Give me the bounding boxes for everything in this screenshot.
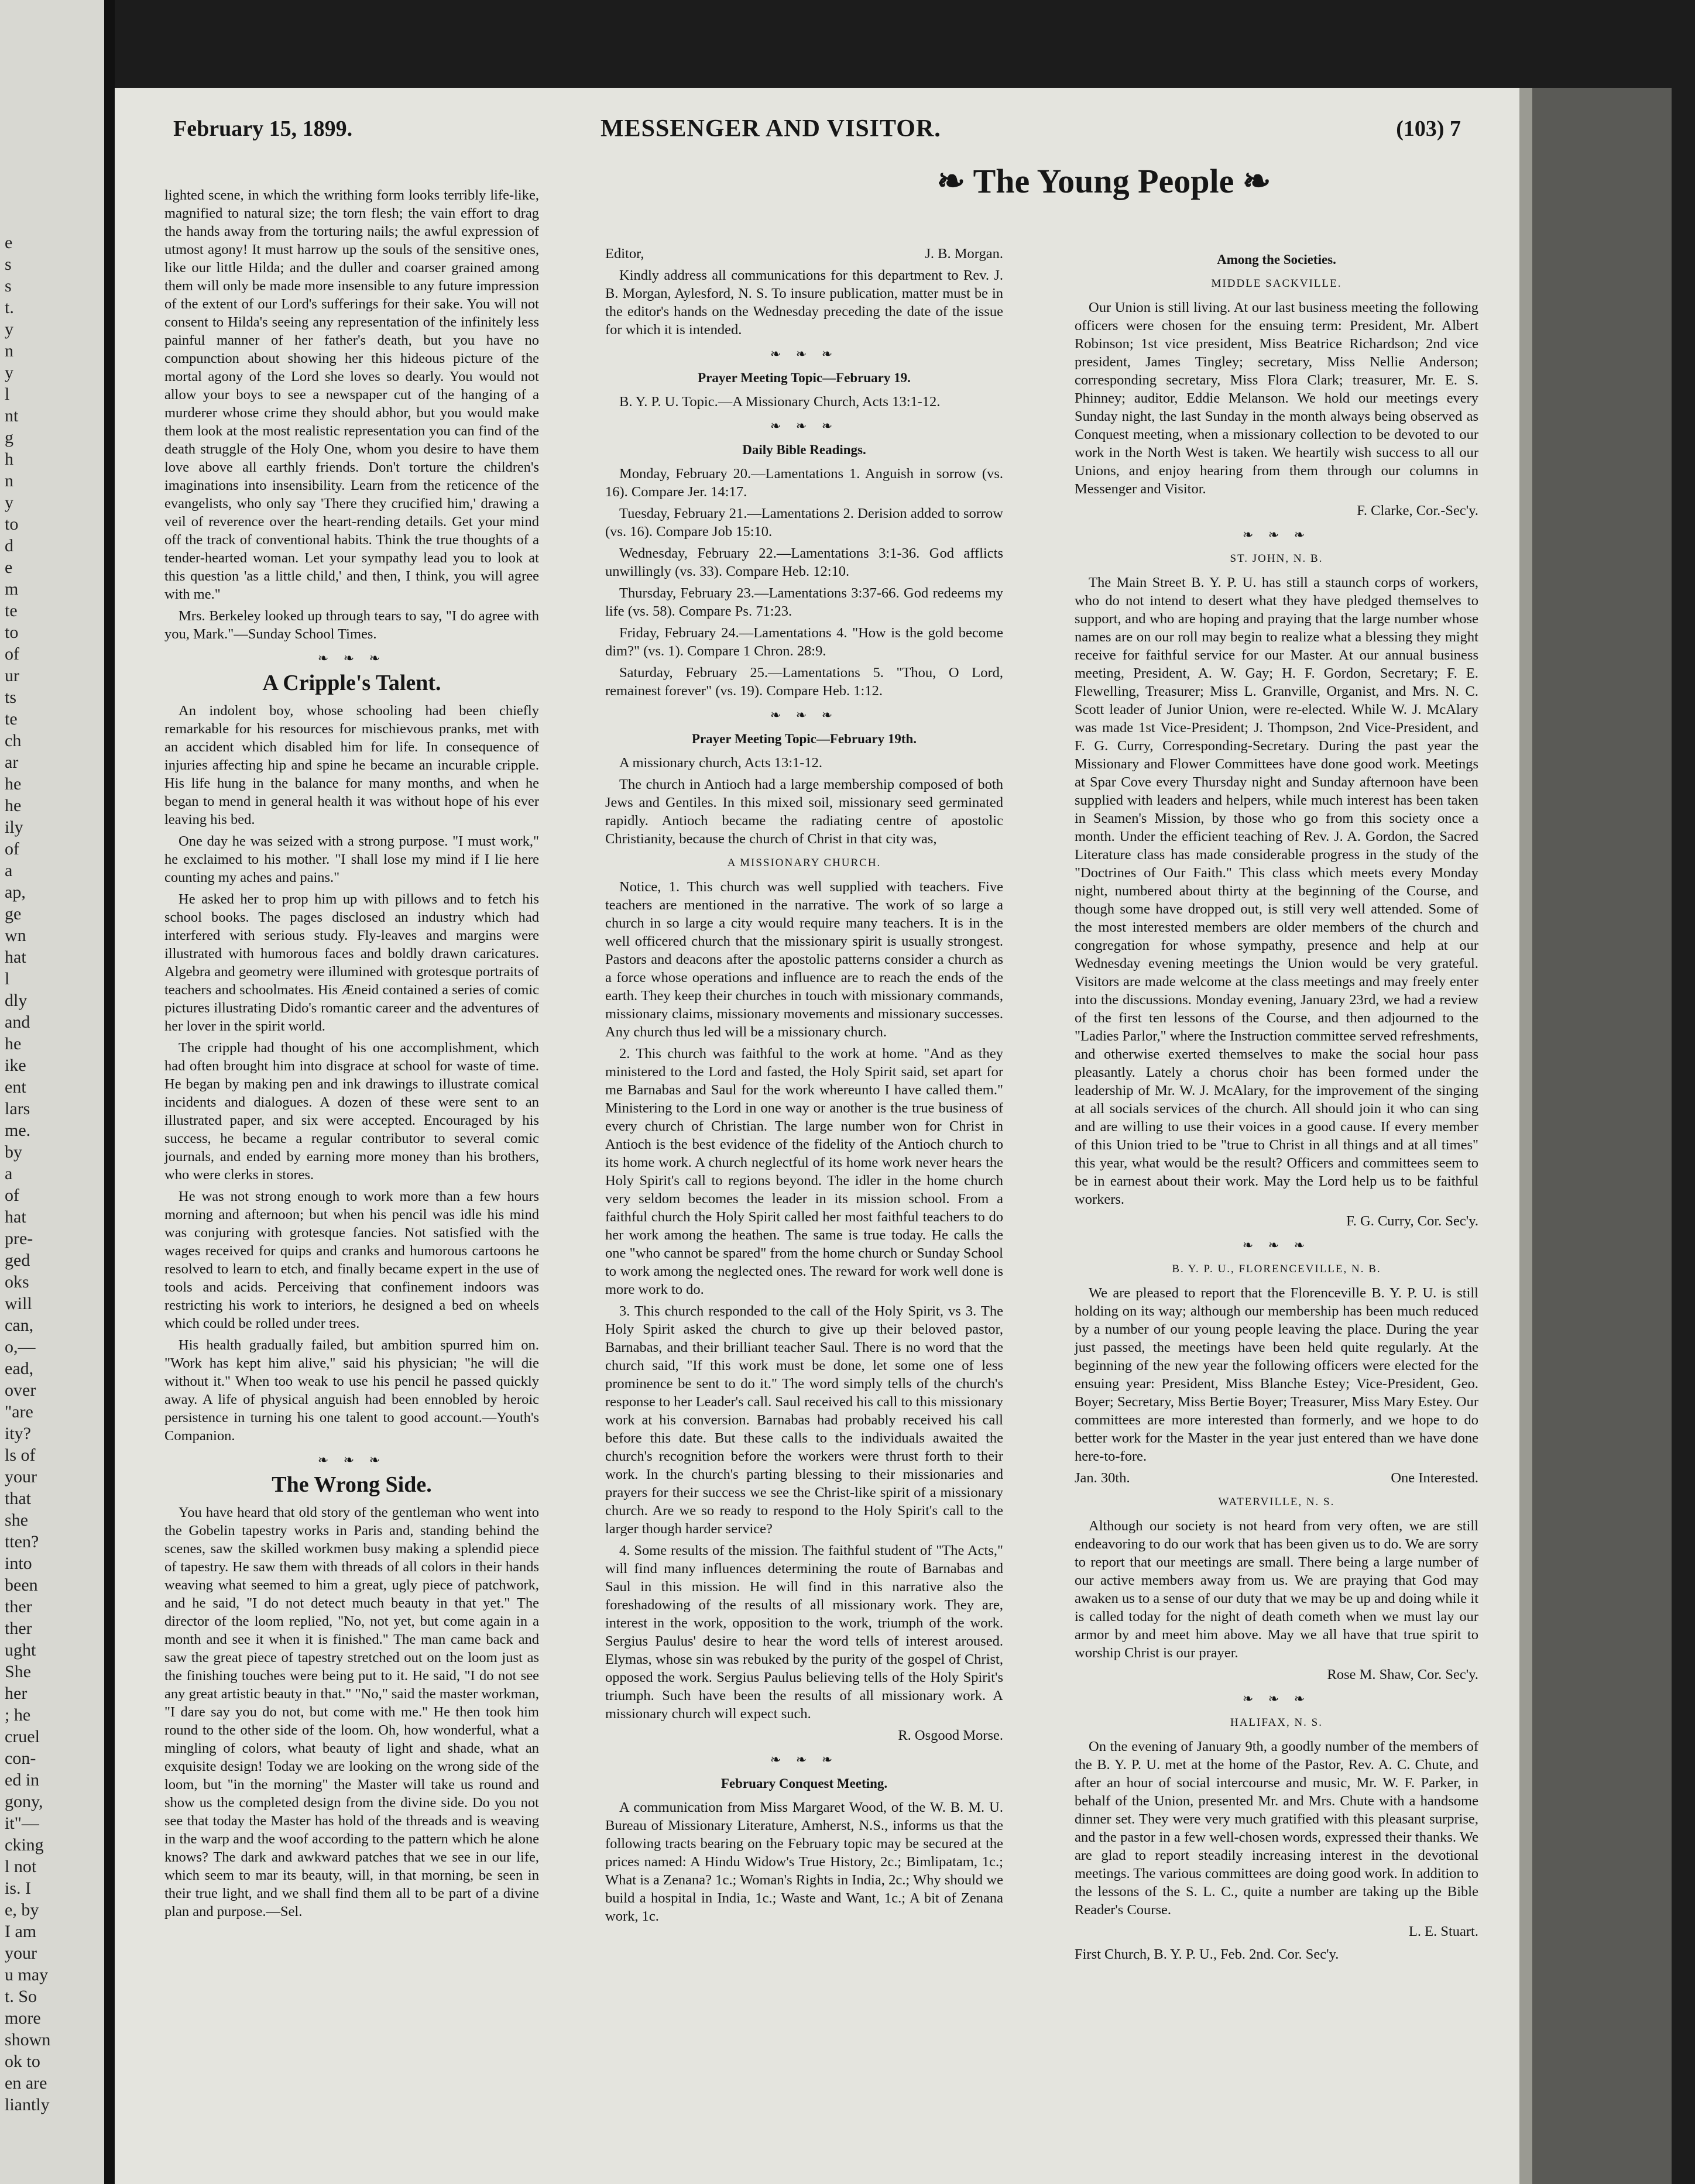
prev-page-text-fragment: tten? bbox=[5, 1532, 39, 1551]
paragraph: We are pleased to report that the Florenceville B. Y. P. U. is still holding on its way; although our membership has been much reduced by a number of our young people leaving the place. During the year just passed, the meetings have been held quite regularly. At the beginning of the new year the following officers were elected for the ensuing year: President, Miss Blanche Estey; Vice-President, Geo. Boyer; Secretary, Miss Bertie Boyer; Treasurer, Miss Mary Estey. Our committees are more interested than formerly, and we hope to do better work for the Master in the year just entered than we have done here-to-fore. bbox=[1075, 1285, 1478, 1464]
prev-page-text-fragment: s bbox=[5, 276, 12, 296]
signature: Rose M. Shaw, Cor. Sec'y. bbox=[1327, 1667, 1478, 1682]
paragraph: A missionary church, Acts 13:1-12. bbox=[619, 755, 823, 771]
book-gutter bbox=[104, 0, 115, 2184]
prev-page-text-fragment: e bbox=[5, 233, 13, 252]
section-title bbox=[840, 161, 1367, 201]
ornament-divider: ❧ ❧ ❧ bbox=[317, 651, 386, 665]
masthead bbox=[173, 111, 1461, 152]
prev-page-text-fragment: ged bbox=[5, 1251, 30, 1270]
prev-page-text-fragment: of bbox=[5, 1186, 19, 1205]
editor-name: J. B. Morgan. bbox=[925, 246, 1003, 262]
reading-item: Tuesday, February 21.—Lamentations 2. Derision added to sorrow (vs. 16). Compare Job 15:10. bbox=[605, 506, 1003, 540]
signature-line: First Church, B. Y. P. U., Feb. 2nd. Cor. Sec'y. bbox=[1075, 1946, 1339, 1962]
prev-page-text-fragment: ap, bbox=[5, 882, 26, 902]
dated-signature bbox=[1075, 1469, 1478, 1487]
newspaper-title: MESSENGER AND VISITOR. bbox=[601, 115, 941, 142]
ornament-divider: ❧ ❧ ❧ bbox=[770, 418, 839, 433]
paragraph: The church in Antioch had a large membership composed of both Jews and Gentiles. In this mixed soil, missionary seed germinated rapidly. Antioch became the radiating centre of apostolic Christianity, because the church of Christ in that city was, bbox=[605, 777, 1003, 847]
prev-page-text-fragment: liantly bbox=[5, 2095, 50, 2114]
ornament-divider: ❧ ❧ ❧ bbox=[1242, 527, 1311, 542]
prev-page-text-fragment: pre- bbox=[5, 1229, 33, 1248]
prev-page-text-fragment: l bbox=[5, 969, 10, 988]
paragraph: Although our society is not heard from very often, we are still endeavoring to do our work that has been given us to do. We are sorry to report that our meetings are small. There being a large number of our active members away from us. We are praying that God may awaken us to a sense of our duty that we may be up and doing while it is called today for the night of death cometh when we must lay our armor by and meet him above. May we all have that true spirit to worship Christ is our prayer. bbox=[1075, 1518, 1478, 1661]
society-heading: HALIFAX, N. S. bbox=[1230, 1716, 1323, 1729]
prev-page-text-fragment: over bbox=[5, 1381, 36, 1400]
subhead-among-societies: Among the Societies. bbox=[1217, 252, 1336, 267]
editor-line bbox=[605, 245, 1003, 263]
subhead-missionary-church: A MISSIONARY CHURCH. bbox=[727, 857, 881, 869]
prev-page-text-fragment: a bbox=[5, 1164, 13, 1183]
prev-page-text-fragment: d bbox=[5, 536, 13, 555]
prev-page-text-fragment: nt bbox=[5, 406, 19, 425]
paragraph: He was not strong enough to work more than a few hours morning and afternoon; but when his pencil was idle his mind was conjuring with grotesque fancies. Not satisfied with the wages received for quips and cranks and humorous cartoons he resolved to learn to etch, and finally became expert in the use of tools and acids. Perceiving that confinement indoors was restricting his work to interiors, he designed a bed on wheels which could be rolled under trees. bbox=[164, 1189, 539, 1331]
paragraph: His health gradually failed, but ambition spurred him on. "Work has kept him alive," said his physician; "he will die without it." When too weak to use his pencil he passed quickly away. A life of physical anguish had been ennobled by heroic persistence in turning his one talent to good account.—Youth's Companion. bbox=[164, 1337, 539, 1444]
prev-page-text-fragment: h bbox=[5, 449, 13, 469]
paragraph: The Main Street B. Y. P. U. has still a staunch corps of workers, who do not intend to desert what they have pledged themselves to support, and who are hoping and praying that the large number whose names are on our roll may begin to realize what a blessing they might receive for faithful service for our Master. At our annual business meeting, President, A. W. Gay; H. F. Gordon, Secretary; F. E. Flewelling, Treasurer; Miss L. Granville, Organist, and Mrs. N. C. Scott leader of Junior Union, were re-elected. While W. J. McAlary was made 1st Vice-President; J. Thompson, 2nd Vice-President, and F. G. Curry, Corresponding-Secretary. During the past year the Missionary and Flower Committees have done good work. Meetings at Spar Cove every Thursday night and Sunday afternoon have been supplied with leaders and helpers, while much interest has been taken in Seamen's Mission, by those who go from this society once a month. Under the efficient teaching of Rev. J. A. Gordon, the Sacred Literature class has made considerable progress in the study of the "Doctrines of Our Faith." This class which meets every Monday night, numbered about thirty at the beginning of the Course, and though some have dropped out, is still very well attended. Some of the most interested members are older members of the church and congregation for whose sympathy, presence and help at our Wednesday evening meetings the Union would be very grateful. Visitors are made welcome at the class meetings and may freely enter into the discussions. Monday evening, January 23rd, we had a review of the first ten lessons of the Course, and then adjourned to the "Ladies Parlor," where the Instruction committee served refreshments, and otherwise exerted themselves to make the social hour pass pleasantly. Lately a chorus choir has been formed under the leadership of Mr. W. J. McAlary, for the improvement of the singing at all socials services of the church. All should join it who can sing and are willing to use their voices in a good cause. If every member of this Union tried to be "true to Christ in all things and at all times" this year, what would be the result? Officers and committees seem to be in earnest about their work. May the Lord help us to be faithful workers. bbox=[1075, 575, 1478, 1207]
paragraph: 3. This church responded to the call of the Holy Spirit, vs 3. The Holy Spirit asked the church to give up their beloved pastor, Barnabas, and their brilliant teacher Saul. There is no word that the church said, "If this work must be done, let some one of less prominence be sent to do it." The word simply tells of the church's response to her Leader's call. Saul received his call to this missionary work at his conversion. Barnabas had probably received his call before this date. But these calls to the individuals awaited the church's recognition before the workers were thrust forth to their work. In the church's parting blessing to their missionaries and prayers for their success we see the Christ-like spirit of a missionary church. Are we so ready to respond to the Holy Spirit's call to the larger though harder service? bbox=[605, 1303, 1003, 1537]
prev-page-text-fragment: ity? bbox=[5, 1424, 31, 1443]
issue-date: February 15, 1899. bbox=[173, 116, 353, 141]
prev-page-text-fragment: ur bbox=[5, 666, 19, 685]
paragraph: On the evening of January 9th, a goodly number of the members of the B. Y. P. U. met at the home of the Pastor, Rev. A. C. Chute, and after an hour of social intercourse and music, Mr. W. F. Parker, in behalf of the Union, presented Mr. and Mrs. Chute with a handsome dinner set. They were very much gratified with this pleasant surprise, and the pastor in a few well-chosen words, expressed their thanks. We are glad to report steadily increasing interest in the devotional meetings. The various committees are doing good work. In addition to the lessons of the S. L. C., quite a number are taking up the Bible Reader's Course. bbox=[1075, 1739, 1478, 1918]
society-heading: MIDDLE SACKVILLE. bbox=[1211, 277, 1342, 290]
paragraph: Notice, 1. This church was well supplied with teachers. Five teachers are mentioned in the narrative. The work of so large a church in so large a city would require many teachers. It is in the well officered church that the missionary spirit is usually strongest. Pastors and deacons after the apostolic patterns consider a church as a force whose operations and influence are to reach the ends of the earth. They keep their churches in touch with missionary commands, missionary claims, missionary movements and missionary successes. Any church thus led will be a missionary church. bbox=[605, 879, 1003, 1040]
signature-date: Jan. 30th. bbox=[1075, 1470, 1130, 1486]
newspaper-page bbox=[115, 88, 1519, 2184]
paragraph: He asked her to prop him up with pillows and to fetch his school books. The pages disclosed an industry which had interfered with serious study. Fly-leaves and margins were illustrated with humorous faces and boldly drawn caricatures. Algebra and geometry were illumined with grotesque portraits of teachers and schoolmates. His Æneid contained a series of comic pictures illustrating Dido's romantic career and the adventures of her lover in the spirit world. bbox=[164, 891, 539, 1034]
subhead-prayer-topic: Prayer Meeting Topic—February 19. bbox=[698, 370, 911, 385]
prev-page-text-fragment: she bbox=[5, 1510, 28, 1530]
paragraph: Our Union is still living. At our last business meeting the following officers were chosen for the ensuing term: President, Mr. Albert Robinson; 1st vice president, Miss Beatrice Richardson; 2nd vice president, James Tingley; secretary, Miss Nellie Anderson; corresponding secretary, Miss Flora Clark; treasurer, Mr. E. S. Phinney; auditor, Eddie Melanson. We hold our meetings every Sunday night, the last Sunday in the month always being observed as Conquest meeting, when a missionary collection to be devoted to our work in the North West is taken. We heartily wish success to all our Unions, and enjoy hearing from them through our columns in Messenger and Visitor. bbox=[1075, 300, 1478, 497]
prev-page-text-fragment: te bbox=[5, 709, 18, 729]
prev-page-text-fragment: it"— bbox=[5, 1814, 39, 1833]
prev-page-text-fragment: to bbox=[5, 514, 19, 534]
prev-page-text-fragment: ch bbox=[5, 731, 22, 750]
prev-page-text-fragment: ther bbox=[5, 1597, 32, 1616]
prev-page-text-fragment: ed in bbox=[5, 1770, 40, 1790]
prev-page-text-fragment: ; he bbox=[5, 1705, 31, 1725]
article-continuation: lighted scene, in which the writhing form looks terribly life-like, magnified to natural size; the torn flesh; the vain effort to drag the hands away from the torturing nails; the awful expression of utmost agony! It must harrow up the souls of the sensitive ones, like our little Hilda; and the duller and coarser grained among them will only be made more insensible to any future impression of the extent of our Lord's sufferings for their sake. You will not consent to Hilda's seeing any representation of the infinitely less painful manner of her father's death, but you have no compunction about showing her this hideous picture of the mortal agony of the Lord she loves so dearly. You would not allow your boys to see a newspaper cut of the hanging of a murderer whose crime they should abhor, but you would make them look at the most realistic representation you can find of the death struggle of the Holy One, whom you desire to have them love above all earthly friends. Don't torture the children's imaginations into insensibility. Learn from the reticence of the evangelists, who only say 'There they crucified him,' drawing a veil of reverence over the heart-rending details. Get your mind off the track of conventional habits. Think the true thoughts of a tender-hearted woman. Let your sympathy lead you to look at this question 'as a little child,' and then, I think, you will agree with me." bbox=[164, 187, 539, 602]
prev-page-text-fragment: "are bbox=[5, 1402, 33, 1421]
society-heading: WATERVILLE, N. S. bbox=[1218, 1496, 1335, 1508]
prev-page-text-fragment: he bbox=[5, 774, 22, 794]
prev-page-text-fragment: ike bbox=[5, 1056, 26, 1075]
prev-page-text-fragment: y bbox=[5, 493, 13, 512]
prev-page-text-fragment: he bbox=[5, 796, 22, 815]
prev-page-text-fragment: g bbox=[5, 428, 13, 447]
page-stack-edge bbox=[1519, 88, 1672, 2184]
prev-page-text-fragment: ily bbox=[5, 818, 23, 837]
prev-page-text-fragment: will bbox=[5, 1294, 32, 1313]
paragraph: One day he was seized with a strong purpose. "I must work," he exclaimed to his mother. "I shall lose my mind if I lie here counting my aches and pains." bbox=[164, 833, 539, 885]
society-heading: ST. JOHN, N. B. bbox=[1230, 552, 1323, 565]
ornament-divider: ❧ ❧ ❧ bbox=[1242, 1238, 1311, 1252]
ornament-divider: ❧ ❧ ❧ bbox=[770, 708, 839, 722]
topic-line: B. Y. P. U. Topic.—A Missionary Church, Acts 13:1-12. bbox=[619, 394, 941, 410]
prev-page-text-fragment: con- bbox=[5, 1749, 36, 1768]
prev-page-text-fragment: can, bbox=[5, 1316, 34, 1335]
signature: F. G. Curry, Cor. Sec'y. bbox=[1346, 1213, 1478, 1229]
article-closing: Mrs. Berkeley looked up through tears to say, "I do agree with you, Mark."—Sunday School Times. bbox=[164, 608, 539, 642]
prev-page-text-fragment: to bbox=[5, 623, 19, 642]
subhead-daily-readings: Daily Bible Readings. bbox=[742, 442, 866, 457]
paragraph: 4. Some results of the mission. The faithful student of "The Acts," will find many influences determining the route of Barnabas and Saul in this mission. He will find in this narrative also the foreshadowing of the results of all missionary work. They are, interest in the work, opposition to the work, triumph of the work. Sergius Paulus' desire to hear the word tells of interest aroused. Elymas, whose sin was rebuked by the purity of the gospel of Christ, opposed the work. Sergius Paulus believing tells of the Holy Spirit's triumph. Such have been the results of all missionary work. A missionary church will expect such. bbox=[605, 1543, 1003, 1722]
prev-page-text-fragment: o,— bbox=[5, 1337, 36, 1357]
prev-page-text-fragment: your bbox=[5, 1467, 37, 1486]
prev-page-text-fragment: ls of bbox=[5, 1445, 36, 1465]
prev-page-text-fragment: t. bbox=[5, 298, 14, 317]
ornament-divider: ❧ ❧ ❧ bbox=[1242, 1691, 1311, 1706]
editor-notice: Kindly address all communications for this department to Rev. J. B. Morgan, Aylesford, N. S. To insure publication, matter must be in the editor's hands on the Wednesday preceding the date of the issue for which it is intended. bbox=[605, 267, 1003, 338]
editor-label: Editor, bbox=[605, 246, 644, 262]
prev-page-text-fragment: gony, bbox=[5, 1792, 43, 1811]
paragraph: You have heard that old story of the gentleman who went into the Gobelin tapestry works in Paris and, standing behind the scenes, saw the skilled workmen busy making a splendid piece of tapestry. He saw them with threads of all colors in their hands weaving what seemed to him a great, ugly piece of patchwork, and he said, "I do not detect much beauty in that yet." The director of the loom replied, "No, not yet, but come again in a month and see it when it is finished." The man came back and saw the great piece of tapestry stretched out on the loom just as the finishing touches were being put to it. He said, "I do not see any great artistic beauty in that." "No," said the master workman, "I dare say you do not, but come with me." He then took him round to the other side of the loom. Oh, how wonderful, what a mingling of colors, what beauty of light and shade, what an exquisite design! Today we are looking on the wrong side of the loom, but "in the morning" the Master will take us round and show us the completed design from the divine side. Do you not see that today the Master has hold of the threads and is weaving in the warp and the woof according to the pattern which he alone knows? The dark and awkward patches that we see in our life, which seem to mar its beauty, will, in that morning, be seen in their true light, and we shall find them all to be part of a divine plan and purpose.—Sel. bbox=[164, 1505, 539, 1919]
prev-page-text-fragment: that bbox=[5, 1489, 31, 1508]
reading-item: Wednesday, February 22.—Lamentations 3:1-36. God afflicts unwillingly (vs. 33). Compare Heb. 12:10. bbox=[605, 545, 1003, 579]
prev-page-text-fragment: n bbox=[5, 341, 13, 360]
prev-page-text-fragment: ead, bbox=[5, 1359, 34, 1378]
ornament-divider: ❧ ❧ ❧ bbox=[317, 1452, 386, 1467]
prev-page-text-fragment: y bbox=[5, 320, 13, 339]
prev-page-text-fragment: he bbox=[5, 1034, 22, 1053]
prev-page-text-fragment: s bbox=[5, 255, 12, 274]
prev-page-text-fragment: of bbox=[5, 839, 19, 859]
prev-page-text-fragment: hat bbox=[5, 1207, 26, 1227]
prev-page-text-fragment: by bbox=[5, 1142, 22, 1162]
prev-page-text-fragment: is. I bbox=[5, 1879, 31, 1898]
prev-page-text-fragment: u may bbox=[5, 1965, 49, 1984]
prev-page-text-fragment: lars bbox=[5, 1099, 30, 1118]
signature: One Interested. bbox=[1391, 1470, 1478, 1486]
subhead-prayer-topic-19th: Prayer Meeting Topic—February 19th. bbox=[691, 732, 917, 746]
prev-page-text-fragment: me. bbox=[5, 1121, 31, 1140]
prev-page-text-fragment: m bbox=[5, 579, 19, 599]
prev-page-text-fragment: She bbox=[5, 1662, 31, 1681]
prev-page-text-fragment: ok to bbox=[5, 2052, 40, 2071]
prev-page-text-fragment: ught bbox=[5, 1640, 36, 1660]
prev-page-text-fragment: ts bbox=[5, 688, 17, 707]
column-right bbox=[1075, 245, 1478, 1967]
prev-page-text-fragment: cruel bbox=[5, 1727, 40, 1746]
prev-page-text-fragment: into bbox=[5, 1554, 32, 1573]
prev-page-text-fragment: cking bbox=[5, 1835, 44, 1855]
paragraph: 2. This church was faithful to the work at home. "And as they ministered to the Lord and fasted, the Holy Spirit said, set apart for me Barnabas and Saul for the work whereunto I have called them." Ministering to the Lord in one way or another is the true business of every church of Christian. The large number won for Christ in Antioch is the best evidence of the fidelity of the Antioch church to its home work. A church neglectful of its home work never hears the Holy Spirit's call to regions beyond. The idler in the home church very seldom becomes the leader in its mission school. From a faithful church the Holy Spirit called her most faithful teachers to do her work among the heathen. The same is true today. He calls the one "who cannot be spared" from the home church or Sunday School to work among the neglected ones. The reward for work well done is more work to do. bbox=[605, 1046, 1003, 1297]
ornament-divider: ❧ ❧ ❧ bbox=[770, 346, 839, 361]
ornament-divider: ❧ ❧ ❧ bbox=[770, 1752, 839, 1767]
prev-page-text-fragment: and bbox=[5, 1012, 30, 1032]
paragraph: An indolent boy, whose schooling had been chiefly remarkable for his resources for mischievous pranks, met with an accident which disabled him for life. In consequence of injuries affecting hip and spine he became an incurable cripple. His life hung in the balance for many months, and when he began to mend in general health it was without hope of his ever leaving his bed. bbox=[164, 703, 539, 827]
prev-page-text-fragment: a bbox=[5, 861, 13, 880]
prev-page-text-fragment: I am bbox=[5, 1922, 37, 1941]
prev-page-text-fragment: en are bbox=[5, 2073, 47, 2093]
prev-page-text-fragment: shown bbox=[5, 2030, 51, 2049]
prev-page-text-fragment: her bbox=[5, 1684, 28, 1703]
prev-page-text-fragment: ther bbox=[5, 1619, 32, 1638]
column-middle bbox=[605, 245, 1003, 1929]
prev-page-text-fragment: your bbox=[5, 1943, 37, 1963]
prev-page-text-fragment: l bbox=[5, 384, 10, 404]
headline-wrong-side: The Wrong Side. bbox=[272, 1472, 432, 1497]
prev-page-text-fragment: te bbox=[5, 601, 18, 620]
society-heading: B. Y. P. U., FLORENCEVILLE, N. B. bbox=[1172, 1263, 1381, 1275]
prev-page-text-fragment: wn bbox=[5, 926, 26, 945]
prev-page-text-fragment: hat bbox=[5, 947, 26, 967]
page-number: (103) 7 bbox=[1396, 116, 1461, 141]
signature: L. E. Stuart. bbox=[1408, 1924, 1478, 1939]
previous-page-fragment bbox=[0, 0, 104, 2184]
signature: F. Clarke, Cor.-Sec'y. bbox=[1357, 503, 1478, 518]
reading-item: Saturday, February 25.—Lamentations 5. "Thou, O Lord, remainest forever" (vs. 19). Compare Heb. 1:12. bbox=[605, 665, 1003, 699]
prev-page-text-fragment: more bbox=[5, 2008, 41, 2028]
prev-page-text-fragment: oks bbox=[5, 1272, 29, 1292]
reading-item: Friday, February 24.—Lamentations 4. "How is the gold become dim?" (vs. 1). Compare 1 Chron. 28:9. bbox=[605, 625, 1003, 659]
prev-page-text-fragment: e, by bbox=[5, 1900, 39, 1919]
section-title-text: The Young People bbox=[973, 162, 1234, 200]
paragraph: A communication from Miss Margaret Wood, of the W. B. M. U. Bureau of Missionary Literature, Amherst, N.S., informs us that the following tracts bearing on the February topic may be secured at the prices named: A Hindu Widow's True History, 2c.; Bimlipatam, 1c.; What is a Zenana? 1c.; Woman's Rights in India, 2c.; Why should we build a hospital in India, 1c.; Waste and Want, 1c.; A bit of Zenana work, 1c. bbox=[605, 1800, 1003, 1924]
reading-item: Monday, February 20.—Lamentations 1. Anguish in sorrow (vs. 16). Compare Jer. 14:17. bbox=[605, 466, 1003, 500]
signature: R. Osgood Morse. bbox=[898, 1728, 1003, 1743]
fleuron-left-icon: ❧ bbox=[936, 162, 973, 200]
prev-page-text-fragment: t. So bbox=[5, 1987, 37, 2006]
fleuron-right-icon: ❧ bbox=[1234, 162, 1271, 200]
prev-page-text-fragment: l not bbox=[5, 1857, 37, 1876]
prev-page-text-fragment: n bbox=[5, 471, 13, 490]
prev-page-text-fragment: y bbox=[5, 363, 13, 382]
prev-page-text-fragment: dly bbox=[5, 991, 28, 1010]
prev-page-text-fragment: ar bbox=[5, 753, 19, 772]
column-left bbox=[164, 186, 539, 1924]
page-edge-highlight bbox=[1519, 88, 1532, 2184]
prev-page-text-fragment: been bbox=[5, 1575, 38, 1595]
prev-page-text-fragment: e bbox=[5, 558, 13, 577]
prev-page-text-fragment: ent bbox=[5, 1077, 26, 1097]
paragraph: The cripple had thought of his one accomplishment, which had often brought him into disgrace at school for waste of time. He began by making pen and ink drawings to illustrate comical incidents and dialogues. A dozen of these were sent to an illustrated paper, and six were accepted. Encouraged by his success, he became a regular contributor to several comic journals, and ended by earning more money than his brothers, who were clerks in stores. bbox=[164, 1040, 539, 1183]
subhead-conquest-meeting: February Conquest Meeting. bbox=[720, 1776, 888, 1791]
prev-page-text-fragment: of bbox=[5, 644, 19, 664]
reading-item: Thursday, February 23.—Lamentations 3:37-66. God redeems my life (vs. 58). Compare Ps. 71:23. bbox=[605, 585, 1003, 619]
headline-cripples-talent: A Cripple's Talent. bbox=[262, 671, 441, 695]
prev-page-text-fragment: ge bbox=[5, 904, 22, 923]
